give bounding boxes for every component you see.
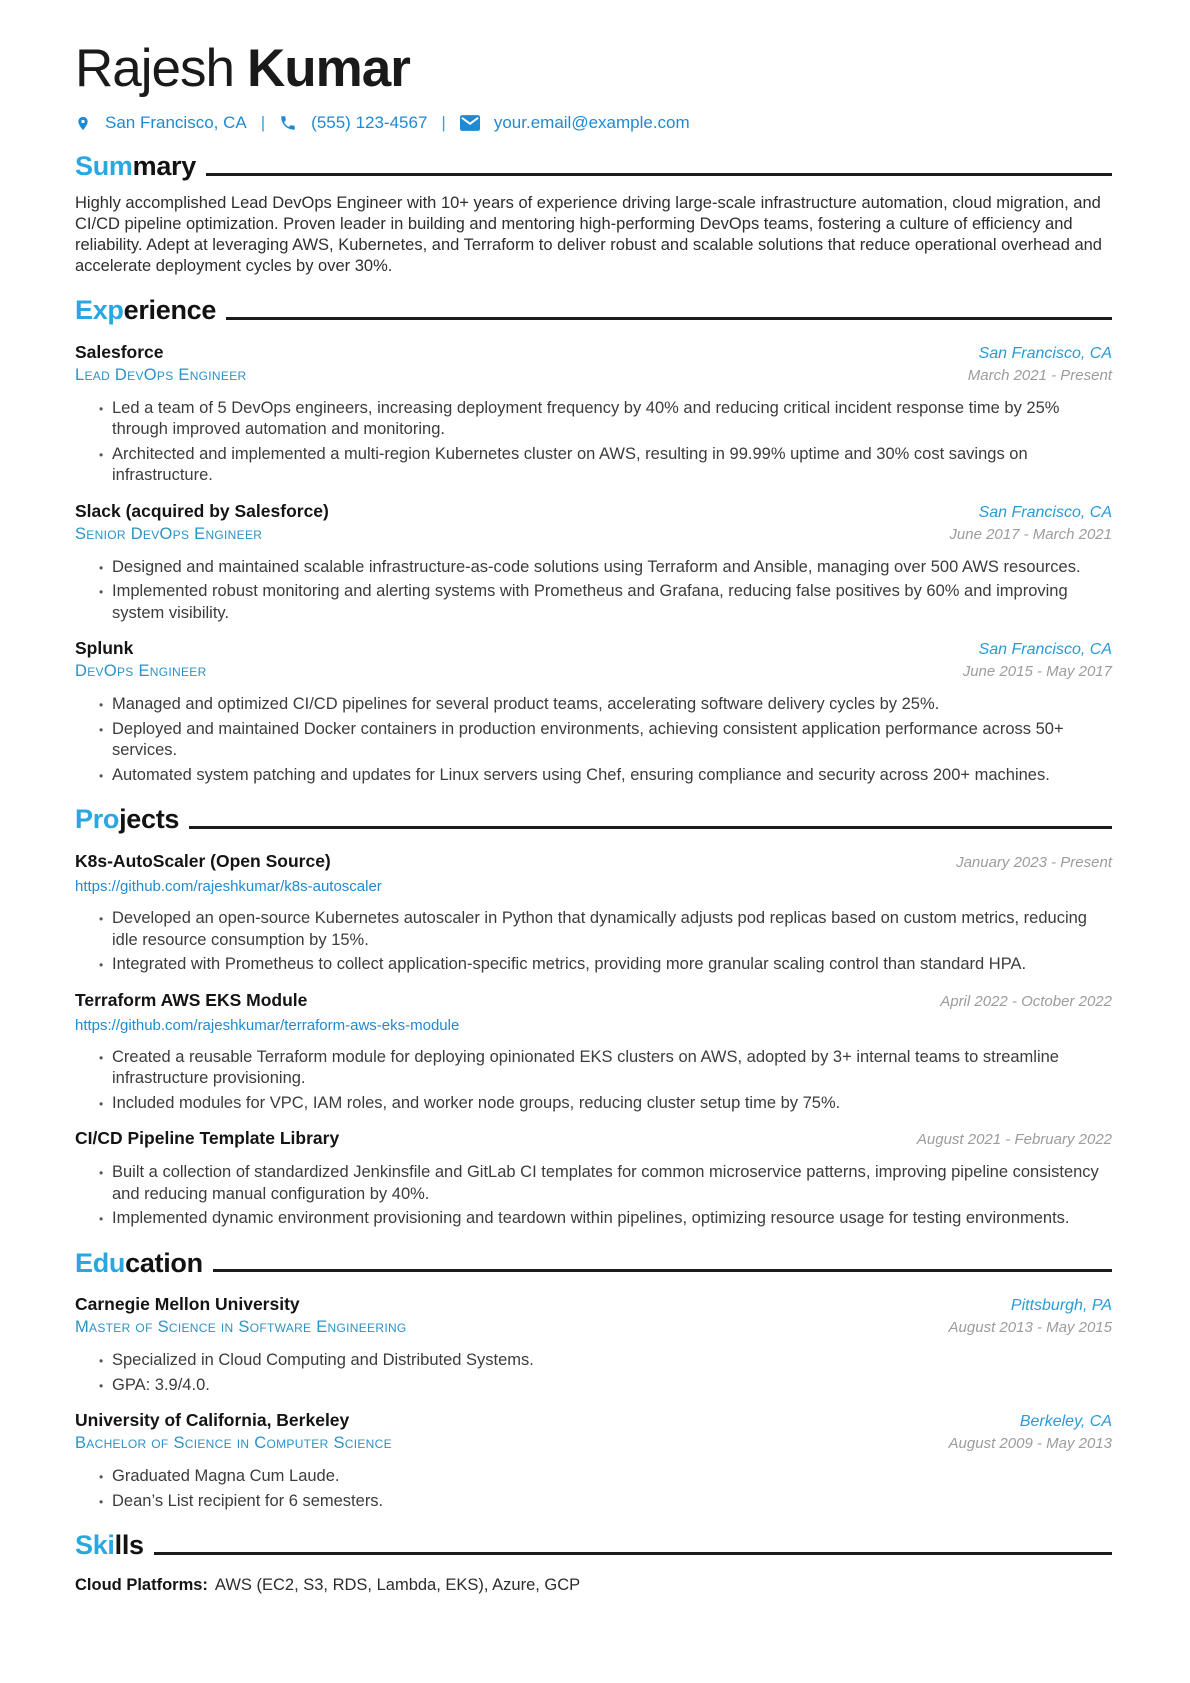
section-header xyxy=(75,150,1112,184)
person-name xyxy=(75,40,1112,98)
bullet-item: • Created a reusable Terraform module for deploying opinionated EKS clusters on AWS, adopted by 3+ internal teams to streamline infrastructure provisioning. xyxy=(75,1047,1112,1090)
bullet-list xyxy=(75,908,1112,976)
company-name: Slack (acquired by Salesforce) xyxy=(75,500,329,521)
job-entry xyxy=(75,342,1112,487)
summary-text: Highly accomplished Lead DevOps Engineer with 10+ years of experience driving large-scale infrastructure automation, cloud migration, and CI/CD pipeline optimization. Proven leader in building and mentoring high-performing DevOps teams, fostering a culture of efficiency and reliability. Adept at leveraging AWS, Kubernetes, and Terraform to deliver robust and scalable solutions that reduce operational overhead and accelerate deployment cycles by over 30%. xyxy=(75,194,1102,276)
job-location: San Francisco, CA xyxy=(978,344,1112,362)
bullet-item: • Integrated with Prometheus to collect application-specific metrics, providing more granular scaling control than standard HPA. xyxy=(75,954,1112,976)
phone-icon xyxy=(279,114,297,132)
contact-separator: | xyxy=(441,113,446,133)
section-rule xyxy=(226,317,1112,320)
job-dates: March 2021 - Present xyxy=(967,366,1112,384)
school-location: Pittsburgh, PA xyxy=(1010,1297,1112,1315)
bullet-item: • Architected and implemented a multi-region Kubernetes cluster on AWS, resulting in 99.99% uptime and 30% cost savings on infrastructure. xyxy=(75,444,1112,487)
section-title-accent: Edu xyxy=(75,1247,126,1278)
project-entry xyxy=(75,851,1112,976)
project-dates: August 2021 - February 2022 xyxy=(916,1131,1112,1149)
section-title xyxy=(75,150,196,184)
contact-separator: | xyxy=(260,113,266,133)
bullet-item: • Automated system patching and updates for Linux servers using Chef, ensuring compliance and security across 200+ machines. xyxy=(75,765,1112,787)
company-name: Splunk xyxy=(75,638,134,659)
bullet-item: • Implemented dynamic environment provisioning and teardown within pipelines, optimizing resource usage for testing environments. xyxy=(75,1208,1112,1230)
bullet-item: • Deployed and maintained Docker containers in production environments, achieving consistent application performance across 50+ services. xyxy=(75,719,1112,762)
job-role: Senior DevOps Engineer xyxy=(75,524,263,543)
section-title xyxy=(75,803,179,837)
project-name: CI/CD Pipeline Template Library xyxy=(75,1128,340,1149)
section-title-rest: lls xyxy=(114,1530,144,1561)
project-link[interactable]: https://github.com/rajeshkumar/terraform-aws-eks-module xyxy=(75,1016,460,1034)
school-entry xyxy=(75,1294,1112,1396)
envelope-icon xyxy=(460,115,480,131)
degree: Master of Science in Software Engineering xyxy=(75,1318,407,1337)
section-education xyxy=(75,1247,1112,1513)
bullet-item: • Led a team of 5 DevOps engineers, increasing deployment frequency by 40% and reducing critical incident response time by 25% through improved automation and monitoring. xyxy=(75,398,1112,441)
skill-category-value: AWS (EC2, S3, RDS, Lambda, EKS), Azure, GCP xyxy=(214,1576,581,1595)
job-entry xyxy=(75,638,1112,786)
contact-location: San Francisco, CA xyxy=(105,113,247,133)
section-summary xyxy=(75,150,1112,277)
bullet-list xyxy=(75,1047,1112,1115)
section-title-accent: Exp xyxy=(75,295,124,326)
section-experience xyxy=(75,294,1112,786)
bullet-item: • Developed an open-source Kubernetes autoscaler in Python that dynamically adjusts pod replicas based on custom metrics, reducing idle resource consumption by 15%. xyxy=(75,908,1112,951)
job-role: Lead DevOps Engineer xyxy=(75,365,247,384)
company-name: Salesforce xyxy=(75,341,164,362)
job-entry xyxy=(75,501,1112,625)
project-entry xyxy=(75,1128,1112,1230)
school-dates: August 2013 - May 2015 xyxy=(948,1319,1112,1337)
section-title-rest: mary xyxy=(132,151,196,182)
bullet-item: • GPA: 3.9/4.0. xyxy=(75,1375,1112,1397)
map-pin-icon xyxy=(75,114,91,133)
school-location: Berkeley, CA xyxy=(1019,1413,1112,1431)
bullet-list xyxy=(75,1466,1112,1512)
last-name: Kumar xyxy=(246,39,410,98)
section-skills xyxy=(75,1529,1112,1595)
section-title-accent: Pro xyxy=(75,804,120,835)
job-location: San Francisco, CA xyxy=(978,503,1112,521)
section-title-accent: Sum xyxy=(75,151,133,182)
school-name: University of California, Berkeley xyxy=(75,1410,350,1431)
bullet-item: • Graduated Magna Cum Laude. xyxy=(75,1466,1112,1488)
job-dates: June 2015 - May 2017 xyxy=(962,663,1112,681)
bullet-list xyxy=(75,557,1112,625)
section-title xyxy=(75,1247,203,1281)
section-header xyxy=(75,1247,1112,1281)
bullet-list xyxy=(75,1162,1112,1230)
job-location: San Francisco, CA xyxy=(978,641,1112,659)
contact-row xyxy=(75,113,1112,133)
bullet-list xyxy=(75,1350,1112,1396)
section-title xyxy=(75,294,216,328)
section-rule xyxy=(206,173,1112,176)
section-projects xyxy=(75,803,1112,1229)
contact-phone: (555) 123-4567 xyxy=(311,113,428,133)
project-dates: April 2022 - October 2022 xyxy=(940,992,1112,1010)
bullet-item: • Designed and maintained scalable infrastructure-as-code solutions using Terraform and Ansible, managing over 500 AWS resources. xyxy=(75,557,1112,579)
section-rule xyxy=(154,1552,1112,1555)
section-header xyxy=(75,1529,1112,1563)
section-title-rest: jects xyxy=(119,804,180,835)
section-header xyxy=(75,294,1112,328)
skills-line xyxy=(75,1576,1112,1595)
section-header xyxy=(75,803,1112,837)
bullet-item: • Implemented robust monitoring and alerting systems with Prometheus and Grafana, reducing false positives by 60% and improving system visibility. xyxy=(75,581,1112,624)
section-title-accent: Ski xyxy=(75,1530,115,1561)
degree: Bachelor of Science in Computer Science xyxy=(75,1434,392,1453)
project-entry xyxy=(75,990,1112,1115)
project-name: Terraform AWS EKS Module xyxy=(75,989,308,1010)
section-rule xyxy=(189,826,1112,829)
project-name: K8s-AutoScaler (Open Source) xyxy=(75,851,331,872)
first-name: Rajesh xyxy=(75,39,234,98)
bullet-item: • Managed and optimized CI/CD pipelines for several product teams, accelerating software delivery cycles by 25%. xyxy=(75,694,1112,716)
skill-category-label: Cloud Platforms: xyxy=(75,1576,208,1595)
bullet-item: • Included modules for VPC, IAM roles, and worker node groups, reducing cluster setup time by 75%. xyxy=(75,1093,1112,1115)
bullet-item: • Dean’s List recipient for 6 semesters. xyxy=(75,1491,1112,1513)
project-link[interactable]: https://github.com/rajeshkumar/k8s-autoscaler xyxy=(75,878,382,896)
project-dates: January 2023 - Present xyxy=(956,854,1112,872)
job-dates: June 2017 - March 2021 xyxy=(949,525,1112,543)
section-title xyxy=(75,1529,144,1563)
school-entry xyxy=(75,1410,1112,1512)
bullet-list xyxy=(75,398,1112,487)
job-role: DevOps Engineer xyxy=(75,662,207,681)
school-name: Carnegie Mellon University xyxy=(75,1294,300,1315)
bullet-item: • Built a collection of standardized Jenkinsfile and GitLab CI templates for common microservice patterns, improving pipeline consistency and reducing manual configuration by 40%. xyxy=(75,1162,1112,1205)
bullet-list xyxy=(75,694,1112,786)
section-title-rest: cation xyxy=(125,1247,203,1278)
bullet-item: • Specialized in Cloud Computing and Distributed Systems. xyxy=(75,1350,1112,1372)
contact-email: your.email@example.com xyxy=(493,113,690,133)
school-dates: August 2009 - May 2013 xyxy=(948,1435,1112,1453)
section-title-rest: erience xyxy=(123,295,217,326)
section-rule xyxy=(213,1269,1112,1272)
